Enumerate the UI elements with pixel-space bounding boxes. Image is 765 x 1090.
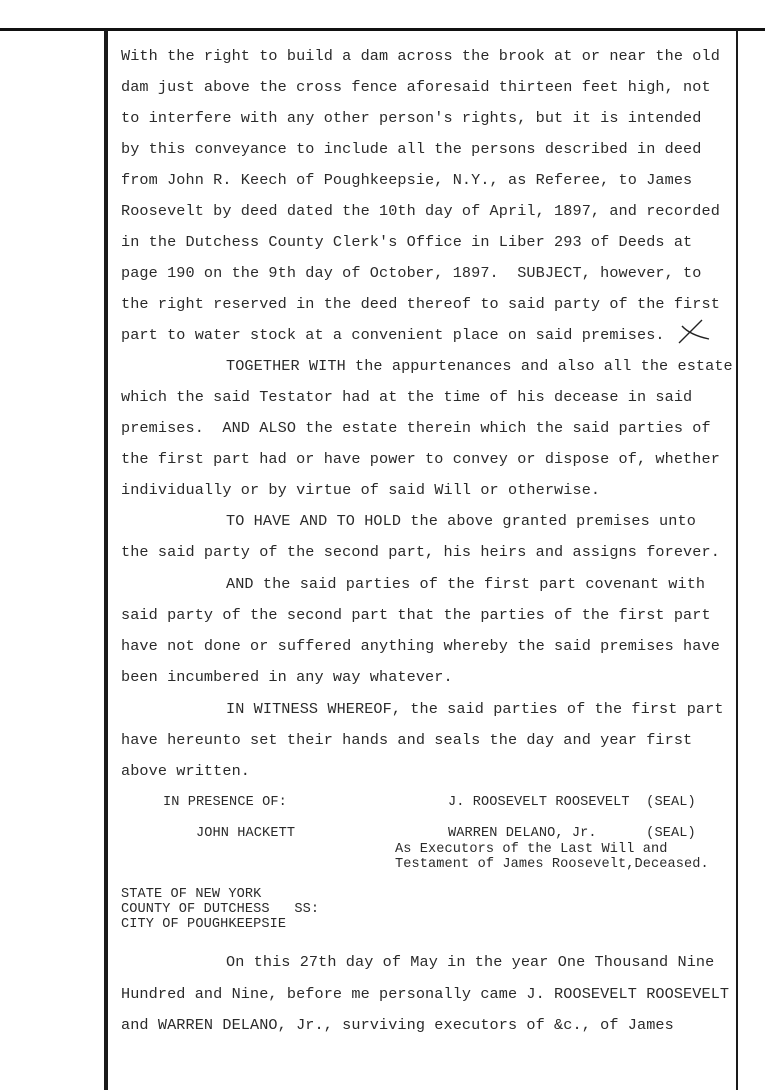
body-line: AND the said parties of the first part covenant with	[226, 575, 706, 593]
executor-capacity-line: Testament of James Roosevelt,Deceased.	[395, 857, 709, 872]
venue-county: COUNTY OF DUTCHESS SS:	[121, 902, 320, 917]
signer-roosevelt: J. ROOSEVELT ROOSEVELT (SEAL)	[448, 795, 696, 810]
body-line: the right reserved in the deed thereof to said party of the first	[121, 295, 720, 313]
executor-capacity-line: As Executors of the Last Will and	[395, 842, 668, 857]
body-line: been incumbered in any way whatever.	[121, 668, 453, 686]
venue-city: CITY OF POUGHKEEPSIE	[121, 917, 287, 932]
body-line: Roosevelt by deed dated the 10th day of April, 1897, and recorded	[121, 202, 720, 220]
body-line: premises. AND ALSO the estate therein which the said parties of	[121, 419, 711, 437]
witness-name: JOHN HACKETT	[196, 826, 296, 841]
body-line: part to water stock at a convenient place on said premises.	[121, 326, 665, 344]
body-line: from John R. Keech of Poughkeepsie, N.Y., as Referee, to James	[121, 171, 693, 189]
body-line: IN WITNESS WHEREOF, the said parties of the first part	[226, 700, 724, 718]
body-line: above written.	[121, 762, 250, 780]
right-margin-rule	[736, 30, 738, 1090]
body-line: TO HAVE AND TO HOLD the above granted premises unto	[226, 512, 696, 530]
body-line: the first part had or have power to convey or dispose of, whether	[121, 450, 720, 468]
body-line: the said party of the second part, his heirs and assigns forever.	[121, 543, 720, 561]
body-line: to interfere with any other person's rights, but it is intended	[121, 109, 702, 127]
body-line: have not done or suffered anything whereby the said premises have	[121, 637, 720, 655]
acknowledgment-line: Hundred and Nine, before me personally came J. ROOSEVELT ROOSEVELT	[121, 985, 730, 1003]
handwritten-check-mark	[676, 317, 710, 345]
acknowledgment-line: On this 27th day of May in the year One Thousand Nine	[226, 953, 715, 971]
body-line: by this conveyance to include all the persons described in deed	[121, 140, 702, 158]
body-line: individually or by virtue of said Will or otherwise.	[121, 481, 601, 499]
body-line: dam just above the cross fence aforesaid thirteen feet high, not	[121, 78, 711, 96]
body-line: page 190 on the 9th day of October, 1897. SUBJECT, however, to	[121, 264, 702, 282]
top-rule	[0, 28, 765, 31]
presence-label: IN PRESENCE OF:	[163, 795, 287, 810]
acknowledgment-line: and WARREN DELANO, Jr., surviving executors of &c., of James	[121, 1016, 674, 1034]
body-line: With the right to build a dam across the brook at or near the old	[121, 47, 720, 65]
body-line: which the said Testator had at the time of his decease in said	[121, 388, 693, 406]
body-line: have hereunto set their hands and seals the day and year first	[121, 731, 693, 749]
body-line: in the Dutchess County Clerk's Office in Liber 293 of Deeds at	[121, 233, 693, 251]
left-margin-rule	[104, 30, 108, 1090]
venue-state: STATE OF NEW YORK	[121, 887, 262, 902]
body-line: TOGETHER WITH the appurtenances and also all the estate	[226, 357, 733, 375]
body-line: said party of the second part that the parties of the first part	[121, 606, 711, 624]
signer-delano: WARREN DELANO, Jr. (SEAL)	[448, 826, 696, 841]
